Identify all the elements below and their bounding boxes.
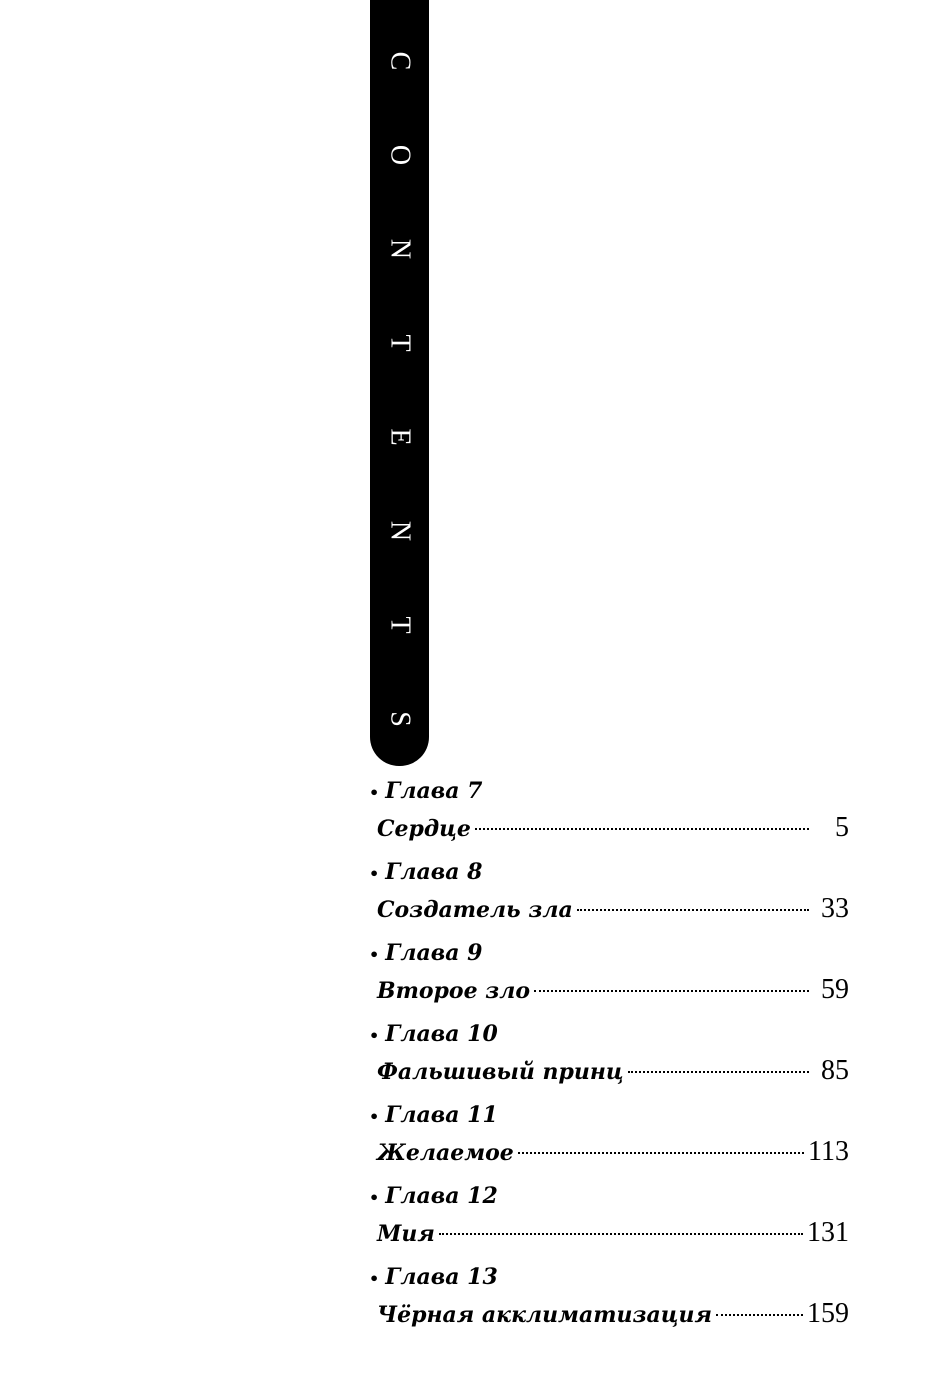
- toc-entry[interactable]: [365, 855, 855, 936]
- page-number: 113: [808, 1136, 849, 1167]
- header-letter: T: [384, 334, 416, 352]
- dot-leader: [534, 990, 809, 992]
- chapter-title: Чёрная акклиматизация: [377, 1302, 712, 1328]
- page-number: 5: [835, 812, 849, 843]
- chapter-title: Желаемое: [377, 1140, 514, 1166]
- bullet-icon: •: [369, 1107, 380, 1126]
- contents-header-band: [370, 0, 429, 766]
- dot-leader: [475, 828, 809, 830]
- chapter-label: [369, 1183, 498, 1209]
- bullet-icon: •: [369, 945, 380, 964]
- dot-leader: [518, 1152, 804, 1154]
- chapter-label: [369, 940, 482, 966]
- bullet-icon: •: [369, 1188, 380, 1207]
- table-of-contents: [365, 774, 855, 1341]
- chapter-label: [369, 1021, 498, 1047]
- page-number: 131: [807, 1217, 849, 1248]
- chapter-number: Глава 10: [385, 1021, 498, 1047]
- toc-entry[interactable]: [365, 774, 855, 855]
- page-number: 85: [821, 1055, 849, 1086]
- dot-leader: [439, 1233, 803, 1235]
- chapter-label: [369, 1102, 498, 1128]
- header-letter: T: [384, 616, 416, 634]
- header-letter: N: [384, 520, 416, 542]
- header-letter: S: [384, 711, 416, 727]
- dot-leader: [716, 1314, 803, 1316]
- chapter-title: Создатель зла: [377, 897, 573, 923]
- page-number: 59: [821, 974, 849, 1005]
- header-letter: E: [384, 428, 416, 446]
- header-letter: C: [384, 51, 416, 71]
- chapter-number: Глава 11: [385, 1102, 498, 1128]
- header-letter: O: [384, 144, 416, 166]
- chapter-title: Фальшивый принц: [377, 1059, 624, 1085]
- bullet-icon: •: [369, 783, 380, 802]
- chapter-number: Глава 7: [385, 778, 483, 804]
- dot-leader: [628, 1071, 809, 1073]
- chapter-title: Мия: [377, 1221, 435, 1247]
- chapter-label: [369, 1264, 498, 1290]
- page-number: 159: [807, 1298, 849, 1329]
- toc-entry[interactable]: [365, 1017, 855, 1098]
- bullet-icon: •: [369, 1026, 380, 1045]
- chapter-number: Глава 9: [385, 940, 483, 966]
- chapter-label: [369, 778, 482, 804]
- chapter-title: Сердце: [377, 816, 471, 842]
- toc-entry[interactable]: [365, 1098, 855, 1179]
- chapter-number: Глава 13: [385, 1264, 498, 1290]
- toc-entry[interactable]: [365, 936, 855, 1017]
- header-letter: N: [384, 238, 416, 260]
- chapter-number: Глава 8: [385, 859, 483, 885]
- page-number: 33: [821, 893, 849, 924]
- toc-entry[interactable]: [365, 1179, 855, 1260]
- bullet-icon: •: [369, 1269, 380, 1288]
- toc-entry[interactable]: [365, 1260, 855, 1341]
- chapter-label: [369, 859, 482, 885]
- chapter-title: Второе зло: [377, 978, 531, 1004]
- dot-leader: [577, 909, 809, 911]
- chapter-number: Глава 12: [385, 1183, 498, 1209]
- bullet-icon: •: [369, 864, 380, 883]
